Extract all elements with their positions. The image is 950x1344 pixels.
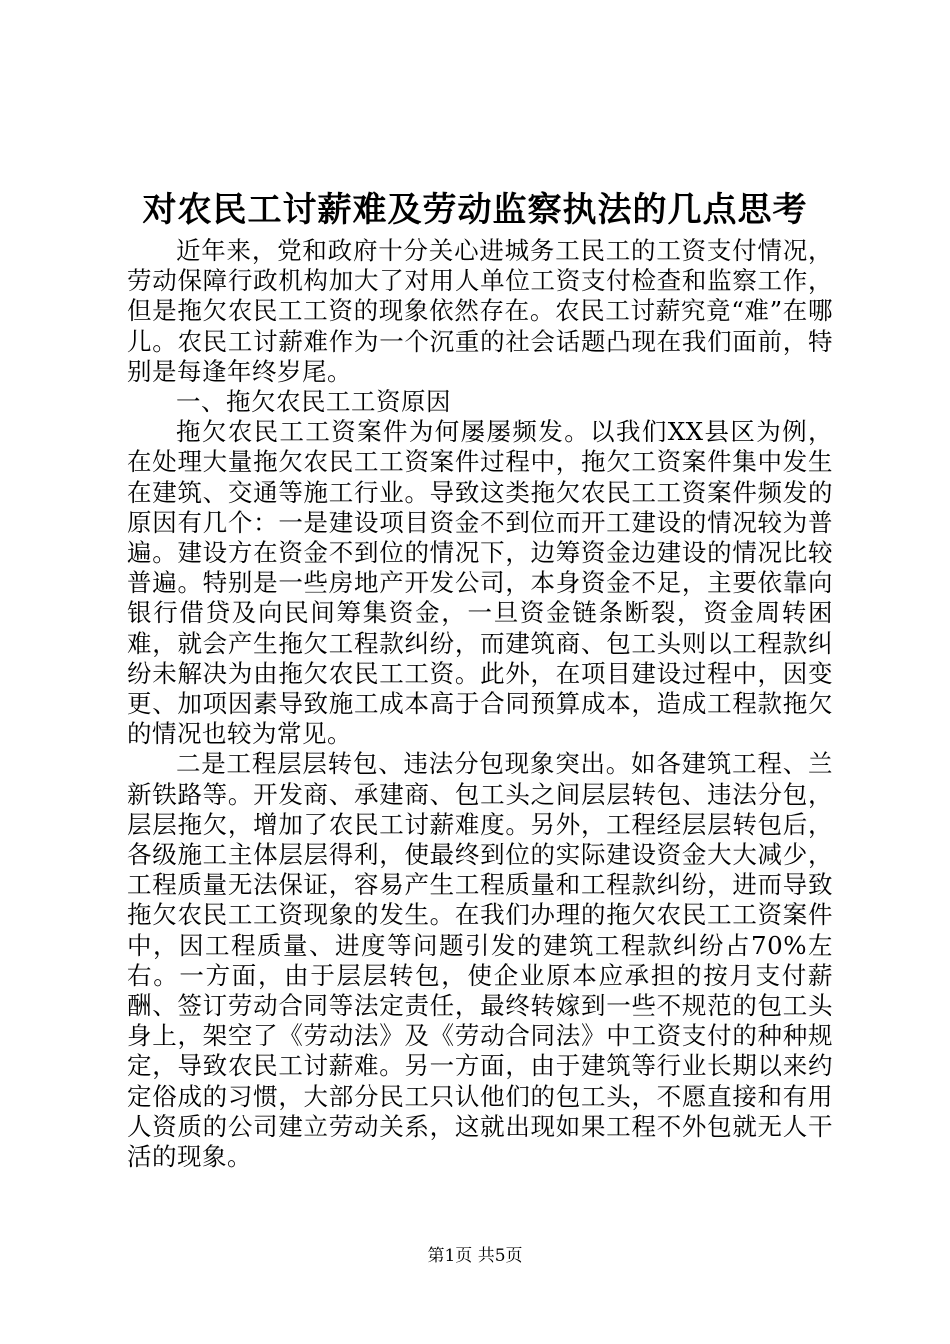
body-paragraph: 拖欠农民工工资案件为何屡屡频发。以我们XX县区为例，在处理大量拖欠农民工工资案件过程中，拖欠工资案件集中发生在建筑、交通等施工行业。导致这类拖欠农民工工资案件频发的原因有几个：一是建设项目资金不到位而开工建设的情况较为普遍。建设方在资金不到位的情况下，边筹资金边建设的情况比较普遍。特别是一些房地产开发公司，本身资金不足，主要依靠向银行借贷及向民间筹集资金，一旦资金链条断裂，资金周转困难，就会产生拖欠工程款纠纷，而建筑商、包工头则以工程款纠纷未解决为由拖欠农民工工资。此外，在项目建设过程中，因变更、加项因素导致施工成本高于合同预算成本，造成工程款拖欠的情况也较为常见。 (127, 417, 833, 749)
intro-paragraph: 近年来，党和政府十分关心进城务工民工的工资支付情况，劳动保障行政机构加大了对用人单位工资支付检查和监察工作，但是拖欠农民工工资的现象依然存在。农民工讨薪究竟“难”在哪儿。农民工讨薪难作为一个沉重的社会话题凸现在我们面前，特别是每逢年终岁尾。 (127, 236, 833, 386)
document-title: 对农民工讨薪难及劳动监察执法的几点思考 (142, 190, 808, 230)
document-body (127, 236, 833, 1172)
body-paragraph: 二是工程层层转包、违法分包现象突出。如各建筑工程、兰新铁路等。开发商、承建商、包工头之间层层转包、违法分包，层层拖欠，增加了农民工讨薪难度。另外，工程经层层转包后，各级施工主体层层得利，使最终到位的实际建设资金大大减少，工程质量无法保证，容易产生工程质量和工程款纠纷，进而导致拖欠农民工工资现象的发生。在我们办理的拖欠农民工工资案件中，因工程质量、进度等问题引发的建筑工程款纠纷占70%左右。一方面，由于层层转包，使企业原本应承担的按月支付薪酬、签订劳动合同等法定责任，最终转嫁到一些不规范的包工头身上，架空了《劳动法》及《劳动合同法》中工资支付的种种规定，导致农民工讨薪难。另一方面，由于建筑等行业长期以来约定俗成的习惯，大部分民工只认他们的包工头，不愿直接和有用人资质的公司建立劳动关系，这就出现如果工程不外包就无人干活的现象。 (127, 749, 833, 1172)
section-heading: 一、拖欠农民工工资原因 (176, 387, 451, 417)
page-footer: 第1页 共5页 (427, 1246, 523, 1266)
